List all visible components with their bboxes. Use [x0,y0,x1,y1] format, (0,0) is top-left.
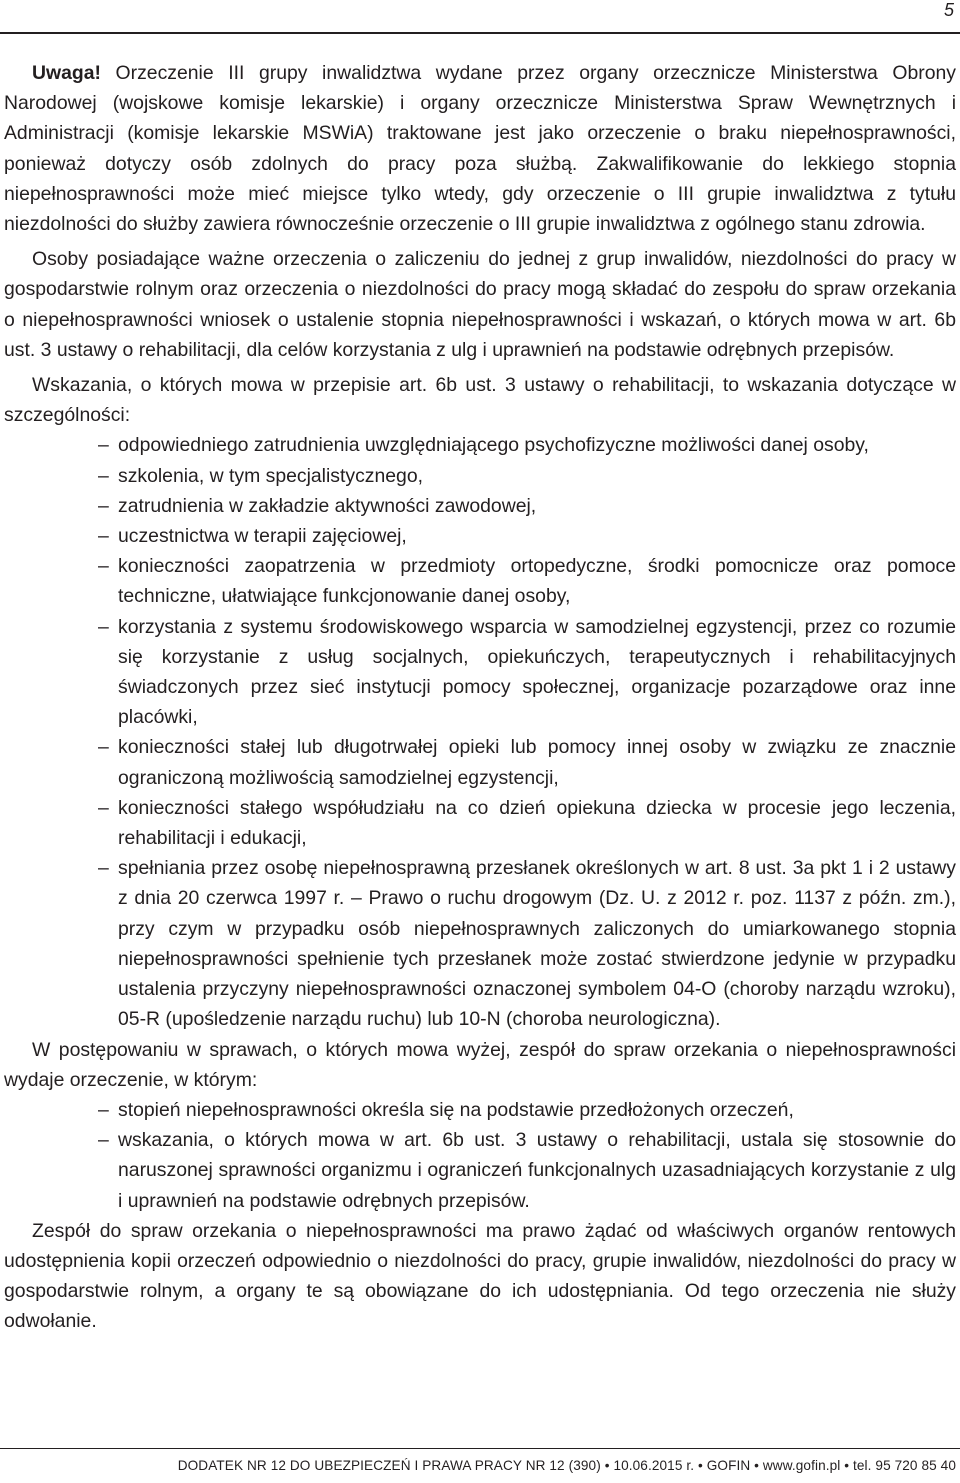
paragraph-indications-intro: Wskazania, o których mowa w przepisie art. 6b ust. 3 ustawy o rehabilitacji, to wskazania dotyczące w szczególności: [4,374,956,427]
paragraph-proceedings: W postępowaniu w sprawach, o których mowa wyżej, zespół do spraw orzekania o niepełnosprawności wydaje orzeczenie, w którym: [4,1038,956,1091]
footer-divider [0,1448,960,1449]
paragraph-applicants: Osoby posiadające ważne orzeczenia o zaliczeniu do jednej z grup inwalidów, niezdolności do pracy w gospodarstwie rolnym oraz orzeczenia o niezdolności do pracy mogą składać do zespołu do spraw orzekania o niepełnosprawności wniosek o ustalenie stopnia niepełnosprawności i wskazań, o których mowa w art. 6b ust. 3 ustawy o rehabilitacji, dla celów korzystania z ulg i uprawnień na podstawie odrębnych przepisów. [4,248,956,361]
list-item: – odpowiedniego zatrudnienia uwzględniającego psychofizyczne możliwości danej osoby, [118,430,956,460]
list-item: – szkolenia, w tym specjalistycznego, [118,461,956,491]
list-item: – wskazania, o których mowa w art. 6b ust. 3 ustawy o rehabilitacji, ustala się stosownie do naruszonej sprawności organizmu i ograniczeń funkcjonalnych uzasadniających korzystanie z ulg i uprawnień na podstawie odrębnych przepisów. [118,1125,956,1216]
page-footer: DODATEK NR 12 DO UBEZPIECZEŃ I PRAWA PRACY NR 12 (390) • 10.06.2015 r. • GOFIN • www.gofin.pl • tel. 95 720 85 40 [177,1458,956,1473]
list-item: – korzystania z systemu środowiskowego wsparcia w samodzielnej egzystencji, przez co rozumie się korzystanie z usług socjalnych, opiekuńczych, terapeutycznych i rehabilitacyjnych świadczonych przez sieć instytucji pomocy społecznej, organizacje pozarządowe oraz inne placówki, [118,612,956,733]
list-item: – konieczności stałej lub długotrwałej opieki lub pomocy innej osoby w związku ze znacznie ograniczoną możliwością samodzielnej egzystencji, [118,732,956,792]
indications-list [4,430,956,1034]
list-item: – konieczności stałego współudziału na co dzień opiekuna dziecka w procesie jego leczenia, rehabilitacji i edukacji, [118,793,956,853]
header-divider [0,32,960,34]
paragraph-note [4,58,956,239]
ruling-contents-list [4,1095,956,1216]
list-item: – konieczności zaopatrzenia w przedmioty ortopedyczne, środki pomocnicze oraz pomoce techniczne, ułatwiające funkcjonowanie danej osoby, [118,551,956,611]
document-body [4,58,956,1337]
note-text: Orzeczenie III grupy inwalidztwa wydane przez organy orzecznicze Ministerstwa Obrony Narodowej (wojskowe komisje lekarskie) i organy orzecznicze Ministerstwa Spraw Wewnętrznych i Administracji (komisje lekarskie MSWiA) traktowane jest jako orzeczenie o braku niepełnosprawności, ponieważ dotyczy osób zdolnych do pracy poza służbą. Zakwalifikowanie do lekkiego stopnia niepełnosprawności może mieć miejsce tylko wtedy, gdy orzeczenie o III grupie inwalidztwa z tytułu niezdolności do służby zawiera równocześnie orzeczenie o III grupie inwalidztwa z ogólnego stanu zdrowia. [4,62,956,236]
paragraph-team-rights: Zespół do spraw orzekania o niepełnosprawności ma prawo żądać od właściwych organów rentowych udostępnienia kopii orzeczeń odpowiednio o niezdolności do pracy, grupie inwalidów, niezdolności do pracy w gospodarstwie rolnym, a organy te są obowiązane do ich udostępniania. Od tego orzeczenia nie służy odwołanie. [4,1219,956,1333]
list-item: – uczestnictwa w terapii zajęciowej, [118,521,956,551]
list-item: – spełniania przez osobę niepełnosprawną przesłanek określonych w art. 8 ust. 3a pkt 1 i 2 ustawy z dnia 20 czerwca 1997 r. – Prawo o ruchu drogowym (Dz. U. z 2012 r. poz. 1137 z późn. zm.), przy czym w przypadku osób niepełnosprawnych zaliczonych do umiarkowanego stopnia niepełnosprawności spełnienie tych przesłanek może zostać stwierdzone jedynie w przypadku ustalenia przyczyny niepełnosprawności oznaczonej symbolem 04-O (choroby narządu wzroku), 05-R (upośledzenie narządu ruchu) lub 10-N (choroba neurologiczna). [118,853,956,1034]
page-number: 5 [943,0,954,20]
list-item: – stopień niepełnosprawności określa się na podstawie przedłożonych orzeczeń, [118,1095,956,1125]
note-label: Uwaga! [32,62,101,84]
list-item: – zatrudnienia w zakładzie aktywności zawodowej, [118,491,956,521]
